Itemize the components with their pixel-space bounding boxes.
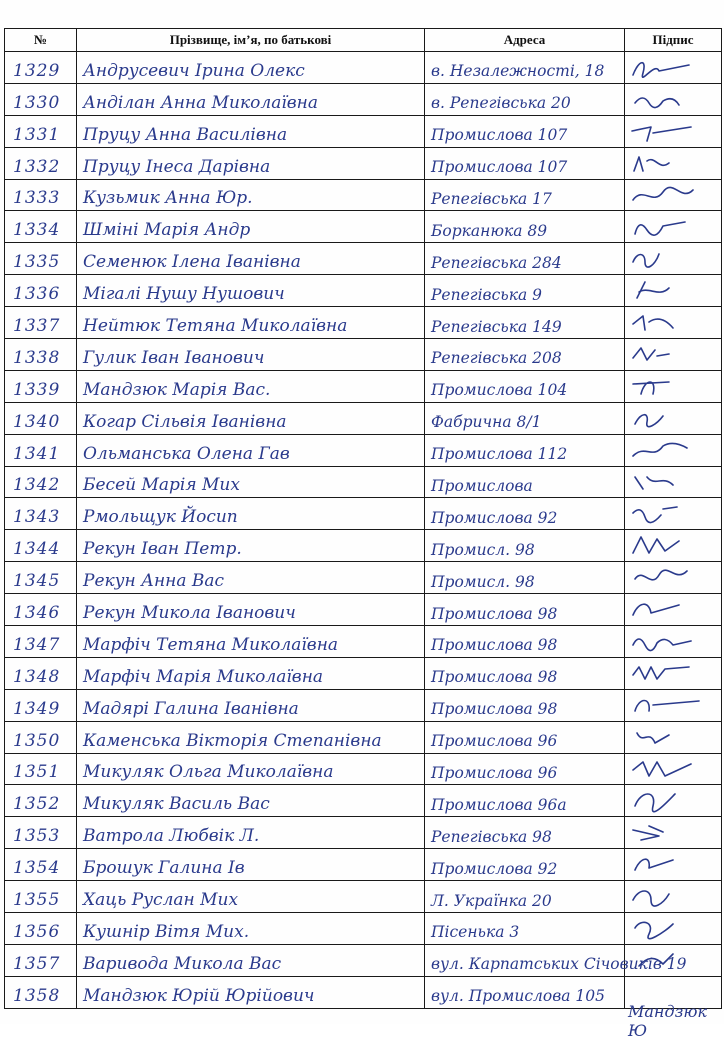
table-row: [5, 498, 722, 530]
row-number-cell: [5, 275, 77, 307]
row-address-cell: [425, 498, 625, 530]
row-signature-cell: [625, 52, 722, 84]
row-address-cell: [425, 434, 625, 466]
row-address-cell: [425, 307, 625, 339]
row-name-cell: [77, 721, 425, 753]
row-number-cell: [5, 626, 77, 658]
row-number-cell: [5, 753, 77, 785]
row-signature-cell: [625, 562, 722, 594]
row-full-name: Кузьмик Анна Юр.: [83, 188, 253, 209]
signature-table: [4, 28, 722, 1009]
row-address-cell: [425, 721, 625, 753]
row-number: 1329: [13, 60, 61, 81]
row-number-cell: [5, 466, 77, 498]
row-full-name: Андрусевич Ірина Олекс: [83, 60, 305, 81]
row-number-cell: [5, 817, 77, 849]
row-address-cell: [425, 849, 625, 881]
row-name-cell: [77, 434, 425, 466]
handwritten-signature: [625, 408, 721, 434]
row-number: 1348: [13, 666, 61, 687]
row-signature-cell: [625, 689, 722, 721]
table-row: [5, 562, 722, 594]
row-address-cell: [425, 83, 625, 115]
row-number-cell: [5, 211, 77, 243]
row-number: 1344: [13, 539, 61, 560]
row-number: 1339: [13, 379, 61, 400]
row-number-cell: [5, 52, 77, 84]
row-signature-cell: [625, 434, 722, 466]
handwritten-signature: [625, 758, 721, 784]
row-address-cell: [425, 626, 625, 658]
table-row: [5, 849, 722, 881]
row-number-cell: [5, 115, 77, 147]
row-name-cell: [77, 179, 425, 211]
row-full-name: Семенюк Ілена Іванівна: [83, 252, 301, 273]
row-name-cell: [77, 976, 425, 1008]
row-signature-cell: [625, 498, 722, 530]
row-name-cell: [77, 817, 425, 849]
row-address-cell: [425, 530, 625, 562]
row-name-cell: [77, 211, 425, 243]
row-signature-cell: [625, 594, 722, 626]
row-full-name: Мігалі Нушу Нушович: [83, 284, 285, 305]
row-number-cell: [5, 307, 77, 339]
row-signature-cell: [625, 179, 722, 211]
row-full-name: Марфіч Тетяна Миколаївна: [83, 634, 339, 655]
row-full-name: Шміні Марія Андр: [83, 220, 251, 241]
handwritten-signature: [625, 216, 721, 242]
row-number-cell: [5, 976, 77, 1008]
row-signature-cell: [625, 817, 722, 849]
row-address: Промислова 98: [431, 668, 558, 687]
row-number-cell: [5, 721, 77, 753]
handwritten-signature: [625, 854, 721, 880]
row-address: Борканюка 89: [431, 221, 548, 240]
row-name-cell: [77, 944, 425, 976]
row-address: Промислова 98: [431, 636, 558, 655]
table-row: [5, 83, 722, 115]
row-number-cell: [5, 339, 77, 371]
table-row: [5, 817, 722, 849]
row-number: 1351: [13, 762, 61, 783]
row-number: 1330: [13, 92, 61, 113]
row-full-name: Пруцу Анна Василівна: [83, 124, 288, 145]
handwritten-signature: [625, 57, 721, 83]
row-name-cell: [77, 881, 425, 913]
row-number: 1346: [13, 603, 61, 624]
handwritten-signature: [625, 535, 721, 561]
row-number: 1345: [13, 571, 61, 592]
row-number: 1352: [13, 794, 61, 815]
row-address-cell: [425, 243, 625, 275]
row-number-cell: [5, 913, 77, 945]
row-name-cell: [77, 562, 425, 594]
row-address: вул. Промислова 105: [431, 987, 605, 1006]
row-number: 1354: [13, 858, 61, 879]
row-address-cell: [425, 753, 625, 785]
row-address: Промислова 98: [431, 604, 558, 623]
table-row: [5, 52, 722, 84]
row-full-name: Рекун Анна Вас: [83, 571, 225, 592]
row-number-cell: [5, 243, 77, 275]
table-body: [5, 52, 722, 1009]
row-address: Промислова 98: [431, 700, 558, 719]
row-name-cell: [77, 147, 425, 179]
row-address: Промислова 107: [431, 158, 568, 177]
row-address-cell: [425, 147, 625, 179]
row-number-cell: [5, 785, 77, 817]
row-address: Фабрична 8/1: [431, 413, 542, 432]
table-row: [5, 466, 722, 498]
row-full-name: Анділан Анна Миколаївна: [83, 92, 319, 113]
row-number: 1343: [13, 507, 61, 528]
row-address-cell: [425, 339, 625, 371]
row-address: Промислова 104: [431, 381, 568, 400]
table-row: [5, 179, 722, 211]
handwritten-signature: [625, 567, 721, 593]
row-number-cell: [5, 370, 77, 402]
row-address-cell: [425, 52, 625, 84]
row-name-cell: [77, 307, 425, 339]
row-address-cell: [425, 944, 687, 976]
row-number: 1337: [13, 316, 61, 337]
row-address: Промислова 96: [431, 763, 558, 782]
row-full-name: Кушнір Вітя Мих.: [83, 921, 250, 942]
row-signature-cell: [625, 243, 722, 275]
row-address-cell: [425, 466, 625, 498]
row-signature-cell: [625, 115, 722, 147]
row-address: вул. Карпатських Січовиків 19: [431, 955, 687, 974]
row-address: Промисл. 98: [431, 572, 535, 591]
row-signature-cell: [625, 530, 722, 562]
header-name: Прізвище, ім’я, по батькові: [77, 29, 425, 52]
row-number: 1338: [13, 347, 61, 368]
handwritten-signature: [625, 376, 721, 402]
row-number-cell: [5, 944, 77, 976]
row-full-name: Бесей Марія Мих: [83, 475, 240, 496]
row-signature-cell: [625, 466, 722, 498]
table-row: [5, 243, 722, 275]
table-row: [5, 434, 722, 466]
handwritten-signature: [625, 886, 721, 912]
handwritten-signature: [625, 695, 721, 721]
row-name-cell: [77, 530, 425, 562]
row-signature-cell: [625, 339, 722, 371]
row-full-name: Марфіч Марія Миколаївна: [83, 666, 324, 687]
table-row: [5, 721, 722, 753]
row-address: Пісенька 3: [431, 923, 520, 942]
row-number-cell: [5, 530, 77, 562]
row-signature-cell: [625, 370, 722, 402]
handwritten-signature: [625, 631, 721, 657]
table-row: [5, 689, 722, 721]
handwritten-signature: [625, 599, 721, 625]
row-name-cell: [77, 243, 425, 275]
row-full-name: Пруцу Інеса Дарівна: [83, 156, 271, 177]
table-row: [5, 307, 722, 339]
handwritten-signature: [625, 663, 721, 689]
row-signature-cell: [625, 307, 722, 339]
row-full-name: Брошук Галина Ів: [83, 858, 245, 879]
table-row: [5, 147, 722, 179]
table-row: [5, 530, 722, 562]
row-name-cell: [77, 913, 425, 945]
table-row: [5, 626, 722, 658]
table-row: [5, 976, 722, 1008]
table-row: [5, 370, 722, 402]
table-row: [5, 115, 722, 147]
row-number-cell: [5, 147, 77, 179]
row-number: 1331: [13, 124, 61, 145]
row-full-name: Когар Сільвія Іванівна: [83, 411, 287, 432]
row-signature-cell: [625, 657, 722, 689]
row-number-cell: [5, 594, 77, 626]
row-number: 1350: [13, 730, 61, 751]
row-number-cell: [5, 657, 77, 689]
row-name-cell: [77, 657, 425, 689]
row-address-cell: [425, 689, 625, 721]
row-number-cell: [5, 402, 77, 434]
row-signature-cell: [625, 913, 722, 945]
row-address-cell: [425, 275, 625, 307]
row-full-name: Гулик Іван Іванович: [83, 347, 265, 368]
table-row: [5, 275, 722, 307]
row-number: 1336: [13, 284, 61, 305]
table-row: [5, 913, 722, 945]
row-address-cell: [425, 179, 625, 211]
table-row: [5, 881, 722, 913]
row-name-cell: [77, 115, 425, 147]
header-signature: Підпис: [625, 29, 722, 52]
row-address: Промислова 92: [431, 859, 558, 878]
row-signature-cell: [625, 147, 722, 179]
row-full-name: Каменська Вікторія Степанівна: [83, 730, 382, 751]
row-number: 1332: [13, 156, 61, 177]
handwritten-signature: [625, 918, 721, 944]
row-address: Промислова 107: [431, 126, 568, 145]
row-address-cell: [425, 211, 625, 243]
row-name-cell: [77, 370, 425, 402]
row-address-cell: [425, 402, 625, 434]
row-address-cell: [425, 913, 625, 945]
row-number-cell: [5, 498, 77, 530]
row-full-name: Мандзюк Марія Вас.: [83, 379, 271, 400]
handwritten-signature: [625, 822, 721, 848]
row-name-cell: [77, 498, 425, 530]
row-number: 1353: [13, 826, 61, 847]
row-number-cell: [5, 83, 77, 115]
table-row: [5, 785, 722, 817]
handwritten-signature: [625, 344, 721, 370]
row-address: Промислова 96а: [431, 795, 567, 814]
row-address-cell: [425, 785, 625, 817]
row-number: 1358: [13, 985, 61, 1006]
row-name-cell: [77, 753, 425, 785]
row-name-cell: [77, 52, 425, 84]
row-signature-cell: [625, 753, 722, 785]
row-name-cell: [77, 689, 425, 721]
row-signature-cell: [625, 211, 722, 243]
table-row: [5, 753, 722, 785]
handwritten-signature: [625, 503, 721, 529]
row-name-cell: [77, 83, 425, 115]
handwritten-signature: [625, 790, 721, 816]
row-address-cell: [425, 562, 625, 594]
row-address: Промислова 92: [431, 508, 558, 527]
row-full-name: Ольманська Олена Гав: [83, 443, 290, 464]
row-address: Репегівська 17: [431, 189, 552, 208]
row-number: 1355: [13, 890, 61, 911]
row-address-cell: [425, 657, 625, 689]
row-number-cell: [5, 179, 77, 211]
row-address: Репегівська 284: [431, 253, 562, 272]
handwritten-signature: [625, 280, 721, 306]
handwritten-signature: [625, 727, 721, 753]
row-address-cell: [425, 817, 625, 849]
row-address: Л. Українка 20: [431, 891, 552, 910]
row-full-name: Рекун Микола Іванович: [83, 603, 296, 624]
row-full-name: Ватрола Любвік Л.: [83, 826, 260, 847]
row-address: в. Незалежності, 18: [431, 62, 605, 81]
row-signature-cell: [625, 626, 722, 658]
row-number-cell: [5, 849, 77, 881]
handwritten-signature: [625, 153, 721, 179]
row-number-cell: [5, 434, 77, 466]
row-address: Промислова 112: [431, 445, 568, 464]
row-signature-cell: [625, 849, 722, 881]
row-full-name: Мандзюк Юрій Юрійович: [83, 985, 315, 1006]
row-address: Промислова: [431, 476, 533, 495]
row-address: Репегівська 149: [431, 317, 562, 336]
row-address-cell: [425, 115, 625, 147]
footer-handwritten-note: Мандзюк Ю: [628, 1002, 707, 1040]
row-full-name: Вариводa Микола Вас: [83, 953, 282, 974]
row-address: Репегівська 9: [431, 285, 542, 304]
table-row: [5, 944, 722, 976]
row-name-cell: [77, 626, 425, 658]
row-signature-cell: [625, 402, 722, 434]
row-number: 1342: [13, 475, 61, 496]
handwritten-signature: [625, 440, 721, 466]
table-row: [5, 594, 722, 626]
handwritten-signature: [625, 471, 721, 497]
row-full-name: Нейтюк Тетяна Миколаївна: [83, 316, 348, 337]
table-row: [5, 339, 722, 371]
handwritten-signature: [625, 312, 721, 338]
handwritten-signature: [625, 89, 721, 115]
row-address: Промисл. 98: [431, 540, 535, 559]
row-number: 1341: [13, 443, 61, 464]
row-number: 1357: [13, 953, 61, 974]
row-name-cell: [77, 339, 425, 371]
row-address: в. Репегівська 20: [431, 94, 571, 113]
table-row: [5, 657, 722, 689]
row-name-cell: [77, 594, 425, 626]
row-address: Репегівська 208: [431, 349, 562, 368]
row-address-cell: [425, 976, 625, 1008]
row-signature-cell: [625, 785, 722, 817]
row-address-cell: [425, 881, 625, 913]
row-address: Репегівська 98: [431, 827, 552, 846]
row-number-cell: [5, 881, 77, 913]
row-name-cell: [77, 275, 425, 307]
table-row: [5, 211, 722, 243]
handwritten-signature: [625, 121, 721, 147]
row-number: 1340: [13, 411, 61, 432]
row-number: 1347: [13, 634, 61, 655]
row-full-name: Микуляк Василь Вас: [83, 794, 270, 815]
row-signature-cell: [625, 721, 722, 753]
row-number-cell: [5, 689, 77, 721]
row-signature-cell: [625, 83, 722, 115]
row-name-cell: [77, 849, 425, 881]
row-full-name: Микуляк Ольга Миколаївна: [83, 762, 334, 783]
table-header-row: [5, 29, 722, 52]
row-full-name: Рекун Іван Петр.: [83, 539, 242, 560]
header-number: №: [5, 29, 77, 52]
header-address: Адреса: [425, 29, 625, 52]
row-full-name: Мадярі Галина Іванівна: [83, 698, 299, 719]
handwritten-signature: [625, 248, 721, 274]
table-row: [5, 402, 722, 434]
row-full-name: Хаць Руслан Мих: [83, 890, 239, 911]
row-address: Промислова 96: [431, 732, 558, 751]
row-number-cell: [5, 562, 77, 594]
row-signature-cell: [625, 881, 722, 913]
row-number: 1356: [13, 921, 61, 942]
row-number: 1334: [13, 220, 61, 241]
row-address-cell: [425, 370, 625, 402]
handwritten-signature: [625, 184, 721, 210]
row-signature-cell: [625, 275, 722, 307]
row-name-cell: [77, 466, 425, 498]
row-address-cell: [425, 594, 625, 626]
row-number: 1333: [13, 188, 61, 209]
row-full-name: Рмольщук Йосип: [83, 507, 238, 528]
row-number: 1335: [13, 252, 61, 273]
row-number: 1349: [13, 698, 61, 719]
row-name-cell: [77, 785, 425, 817]
row-name-cell: [77, 402, 425, 434]
